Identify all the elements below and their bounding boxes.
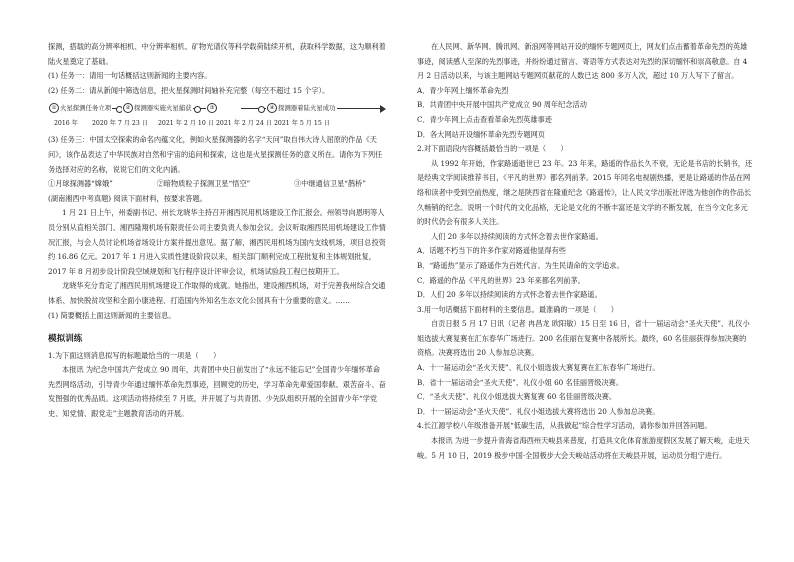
question-summary: (1) 简要概括上面这则新闻的主要信息。: [48, 310, 176, 320]
option: D．十一届运动会“圣火天使”、礼仪小姐选拔大赛将选出 20 人参加总决赛。: [417, 406, 660, 416]
timeline-arrow-icon: [380, 105, 386, 113]
option: ②暗物质粒子探测卫星“悟空”: [156, 179, 251, 189]
question-3: 3.用一句话概括下面材料的主要信息。最准确的一项是（ ）: [417, 304, 618, 314]
task-3: (3) 任务三：中国太空探索的命名内蕴文化，例如火星探测器的名字“天问”取自伟大诗人屈原的作品《天问》，该作品表达了中华民族对自然和宇宙的追问和探索，这也是火星探测任务的意义所在。请你为下列任务选择对应的名称，说说它们的文化内涵。: [48, 135, 383, 174]
option: D．各大网站开设缅怀革命先烈专题网页: [417, 129, 545, 139]
timeline-node-1: ① 火星探测任务立项: [48, 103, 112, 113]
mars-timeline: [48, 101, 386, 131]
option: B．“路遥热”显示了路遥作为百姓代言、为生民请命的文学追求。: [417, 260, 624, 270]
question-1: 1.为下面这则消息拟写的标题最恰当的一项是（ ）: [48, 350, 221, 360]
option: ③中继通信卫星“鹊桥”: [293, 179, 366, 189]
option: ①月球探测器“嫦娥”: [48, 179, 113, 189]
option: B．省十一届运动会“圣火天使”、礼仪小姐 60 名佳丽晋级决赛。: [417, 377, 624, 387]
timeline-dot: [194, 106, 201, 113]
option: A．青少年网上缅怀革命先烈: [417, 85, 509, 95]
option: A．话题不朽当下的许多作家对路遥他显得有些: [417, 246, 566, 256]
question-3-body: 自贡日报 5 月 17 日讯（记者 冉昌龙 欧阳敏）15 日至 16 日，省十一届运动会“圣火天使”、礼仪小姐选拔大赛复赛在汇东春华广场进行。200 名佳丽在复赛中各展所长。最终，60 名佳丽获得参加决赛的资格。决赛将选出 20 人参加总决赛。: [417, 319, 750, 358]
option: A．十一届运动会“圣火天使”、礼仪小姐选拔大赛复赛在汇东春华广场进行。: [417, 363, 660, 373]
question-2-body: 从 1992 年开始，作家路遥逝世已 23 年。23 年来，路遥的作品长久不衰，无论是书店的长销书，还是经典文学阅读推荐书目，《平凡的世界》都名列前茅。2015 年同名电视剧热播，更是让路遥的作品在网络和读者中受到空前热度，继之是陕西省在隆重纪念《路遥传》，让人民文学出版社评选为他创作的作品长久畅销的纪念。说明一个时代的文化品格，无论是文化的不断丰富还是文学的不断发展，在当今文化多元的时代仍会有很多人关注。: [417, 158, 753, 227]
source-line: (湖南湘西中考真题) 阅读下面材料，按要求答题。: [48, 193, 207, 203]
option: C．青少年网上点击查看革命先烈英雄事迹: [417, 114, 552, 124]
name-options: [48, 177, 386, 192]
task-1: (1) 任务一：请用一句话概括这则新闻的主要内容。: [48, 71, 212, 81]
timeline-node-4: ④ 探测器着陆火星成功: [266, 103, 337, 113]
option: C．“圣火天使”、礼仪小姐选拔大赛复赛 60 名佳丽晋级决赛。: [417, 392, 617, 402]
section-title: 模拟训练: [48, 334, 83, 345]
timeline-node-3-blank: ③: [206, 103, 241, 113]
question-2: 2.对下面语段内容概括最恰当的一项是（ ）: [417, 144, 568, 154]
question-4-body: 本报讯 为进一步提升青海省海西州天峻县来普度，打造具文化体育旅游度假区发展了解天峻，走进天峻。5 月 10 日，2019 极步中国·全国极步大会天峻站活动将在天峻县开展，运动员分组宁进行。: [417, 436, 750, 460]
news-paragraph: 1 月 21 日上午，州委副书记、州长龙晓华主持召开湘西民用机场建设工作汇报会。州领导向恩明等人员分别从直相关部门、湘西隆翔机场有限责任公司主要负责人参加会议。会议听取湘西民用机场建设工作情况汇报，与会人员讨论机场省场设计方案并提出意见。据了解，湘西民用机场为国内支线机场，项目总投资约 16.86 亿元。2017 年 1 月进入实质性建设阶段以来，相关部门顺利完成工程批复和主体规划批复，2017 年 8 月初步设计阶段空域规划和飞行程序设计评审会议，机场试验段工程已按期开工。: [48, 208, 386, 276]
timeline-date: 2020 年 7 月 23 日: [92, 120, 148, 128]
option: B．共青团中央开展中国共产党成立 90 周年纪念活动: [417, 100, 587, 110]
timeline-dot: [258, 106, 265, 113]
option: D．人们 20 多年以持续阅读的方式怀念着去世作家路遥。: [417, 290, 602, 300]
paragraph: 探测，搭载的高分辨率相机、中分辨率相机、矿物光谱仪等科学载荷陆续开机，获取科学数据，这为顺利着陆火星奠定了基础。: [48, 42, 386, 66]
left-column: [48, 40, 386, 422]
paragraph: 在人民网、新华网、腾讯网、新浪网等网站开设的缅怀专题网页上，网友们点击蓄着革命先烈的英雄事迹，阅读感人至深的先烈事迹，并纷纷通过留言、寄语等方式表达对先烈的深切缅怀和崇高敬意。自 4 月 2 日活动以来，与该主题网站专题网页献花的人数已达 800 多万人次，超过 10 万人写下了留言。: [417, 42, 748, 81]
task-2: (2) 任务二：请从新闻中筛选信息，把火星探测时间轴补充完整（每空不超过 15 个字）。: [48, 85, 330, 95]
question-1-body: 本报讯 为纪念中国共产党成立 90 周年，共青团中央日前发出了“永远不能忘记”全国青少年缅怀革命先烈网络活动，引导青少年通过缅怀革命先烈事迹，回顾党的历史，学习革命先辈爱国奉献、艰苦奋斗、奋发图强的优秀品质。这项活动将持续至 7 月底，并开展了与共青团、少先队组织开展的全国青少年“学党史、知党情、跟党走”主题教育活动的开展。: [48, 365, 386, 419]
timeline-date: 2021 年 2 月 24 日: [216, 120, 272, 128]
right-column: [417, 40, 753, 463]
timeline-node-2: ② 探测器实施火星捕获: [122, 103, 193, 113]
timeline-date: 2016 年: [54, 120, 78, 128]
question-4: 4.长江源学校八年级准备开展“低碳生活，从我做起”综合性学习活动，请你参加并回答问题。: [417, 421, 712, 431]
question-2-body: 人们 20 多年以持续阅读的方式怀念着去世作家路遥。: [431, 231, 603, 241]
timeline-date: 2021 年 5 月 15 日: [274, 120, 330, 128]
option: C．路遥的作品《平凡的世界》23 年来都名列前茅。: [417, 275, 585, 285]
timeline-date: 2021 年 2 月 10 日: [158, 120, 214, 128]
news-paragraph: 龙晓华充分肯定了湘西民用机场建设工作取得的成就。她指出，建设湘西机场，对于完善我州综合交通体系、加快脱贫攻坚和全面小康进程、打造国内外知名生态文化公园具有十分重要的意义。……: [48, 281, 386, 305]
